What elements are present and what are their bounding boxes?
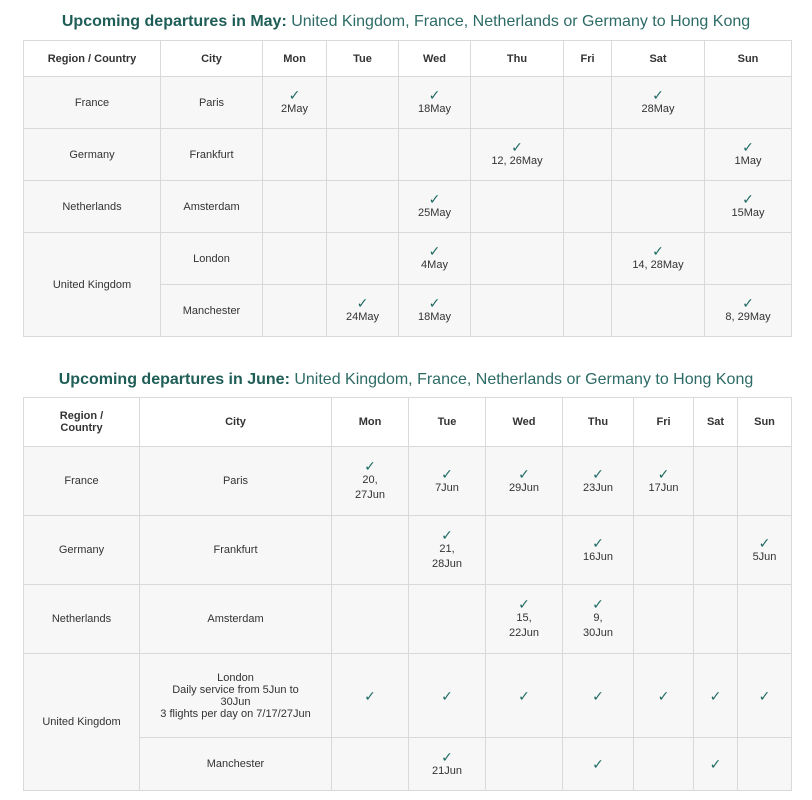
checkmark-icon: ✓	[518, 687, 530, 704]
empty-cell	[471, 181, 564, 233]
city-cell: Manchester	[140, 738, 332, 791]
empty-cell	[564, 233, 612, 285]
checkmark-icon: ✓	[364, 687, 376, 704]
checkmark-icon: ✓	[441, 748, 453, 765]
region-cell: United Kingdom	[24, 233, 161, 337]
header-thu: Thu	[471, 41, 564, 77]
empty-cell	[332, 516, 409, 585]
header-tue: Tue	[409, 398, 486, 447]
departure-cell	[705, 285, 792, 337]
header-row	[24, 398, 792, 447]
empty-cell	[399, 129, 471, 181]
checkmark-icon: ✓	[758, 534, 771, 551]
empty-cell	[263, 285, 327, 337]
empty-cell	[634, 585, 694, 654]
header-city: City	[140, 398, 332, 447]
checkmark-icon: ✓	[441, 527, 453, 543]
empty-cell	[327, 129, 399, 181]
empty-cell	[564, 129, 612, 181]
header-sat: Sat	[612, 41, 705, 77]
departure-cell: ✓ 21, 28Jun	[409, 516, 486, 585]
empty-cell	[738, 738, 792, 791]
header-mon: Mon	[263, 41, 327, 77]
checkmark-icon: ✓	[592, 756, 604, 772]
region-cell: Netherlands	[24, 585, 140, 654]
empty-cell	[263, 129, 327, 181]
departure-cell	[563, 738, 634, 791]
city-cell: Manchester	[161, 285, 263, 337]
empty-cell	[332, 738, 409, 791]
empty-cell	[634, 516, 694, 585]
empty-cell	[263, 181, 327, 233]
departure-cell: ✓ 16Jun	[563, 516, 634, 585]
checkmark-icon: ✓	[592, 687, 604, 704]
checkmark-icon: ✓	[592, 596, 604, 612]
departure-date: 4May	[421, 259, 448, 271]
departure-date: 24May	[345, 311, 380, 323]
header-wed: Wed	[399, 41, 471, 77]
departure-cell: ✓ 7Jun	[409, 447, 486, 516]
departure-cell: ✓ 17Jun	[634, 447, 694, 516]
checkmark-icon: ✓	[652, 87, 664, 103]
empty-cell	[612, 285, 705, 337]
empty-cell	[634, 738, 694, 791]
departure-date: 25May	[417, 207, 452, 219]
empty-cell	[694, 516, 738, 585]
checkmark-icon: ✓	[518, 596, 530, 612]
departure-cell	[563, 654, 634, 738]
departure-cell	[612, 233, 705, 285]
header-city: City	[161, 41, 263, 77]
departure-date: 15May	[731, 207, 765, 219]
city-cell: London Daily service from 5Jun to 30Jun 3 flights per day on 7/17/27Jun	[140, 654, 332, 738]
empty-cell	[738, 447, 792, 516]
departure-date: 18May	[417, 311, 452, 323]
empty-cell	[612, 129, 705, 181]
checkmark-icon: ✓	[428, 243, 441, 259]
departure-date: 1May	[734, 155, 762, 167]
checkmark-icon: ✓	[441, 687, 453, 704]
checkmark-icon: ✓	[511, 139, 523, 155]
region-cell: Germany	[24, 516, 140, 585]
empty-cell	[409, 585, 486, 654]
region-cell: Germany	[24, 129, 161, 181]
table-row	[24, 233, 792, 285]
departure-cell	[705, 181, 792, 233]
empty-cell	[705, 233, 792, 285]
departure-cell	[327, 285, 399, 337]
table-row	[24, 77, 792, 129]
departure-cell	[399, 181, 471, 233]
departure-date: 14, 28May	[632, 259, 684, 271]
header-sat: Sat	[694, 398, 738, 447]
departure-cell	[738, 654, 792, 738]
city-cell: London	[161, 233, 263, 285]
departure-cell: ✓ 5Jun	[738, 516, 792, 585]
checkmark-icon: ✓	[356, 295, 369, 311]
checkmark-icon: ✓	[288, 87, 301, 103]
city-cell: Frankfurt	[161, 129, 263, 181]
table-row	[24, 738, 792, 791]
empty-cell	[694, 585, 738, 654]
may-departures-table	[23, 40, 792, 337]
empty-cell	[332, 585, 409, 654]
header-sun: Sun	[738, 398, 792, 447]
city-cell: Paris	[161, 77, 263, 129]
region-cell: Netherlands	[24, 181, 161, 233]
empty-cell	[327, 181, 399, 233]
departure-cell	[399, 77, 471, 129]
checkmark-icon: ✓	[428, 191, 441, 207]
departure-cell	[409, 654, 486, 738]
departure-cell	[399, 233, 471, 285]
departure-cell	[486, 654, 563, 738]
table-row	[24, 447, 792, 516]
checkmark-icon: ✓	[518, 465, 530, 482]
checkmark-icon: ✓	[742, 191, 754, 207]
header-sun: Sun	[705, 41, 792, 77]
checkmark-icon: ✓	[657, 687, 670, 704]
departure-date: 2May	[281, 103, 308, 115]
departure-date: 18May	[417, 103, 452, 115]
header-tue: Tue	[327, 41, 399, 77]
table-row	[24, 585, 792, 654]
region-cell: France	[24, 447, 140, 516]
header-region: Region / Country	[24, 41, 161, 77]
region-cell: France	[24, 77, 161, 129]
checkmark-icon: ✓	[758, 687, 771, 704]
table-row	[24, 654, 792, 738]
checkmark-icon: ✓	[652, 243, 664, 259]
empty-cell	[694, 447, 738, 516]
city-cell: Frankfurt	[140, 516, 332, 585]
checkmark-icon: ✓	[428, 295, 441, 311]
header-mon: Mon	[332, 398, 409, 447]
city-cell: Amsterdam	[161, 181, 263, 233]
departure-date: 28May	[641, 103, 675, 115]
header-thu: Thu	[563, 398, 634, 447]
departure-cell: ✓ 20, 27Jun	[332, 447, 409, 516]
departure-date: 12, 26May	[491, 155, 543, 167]
header-fri: Fri	[634, 398, 694, 447]
table-row	[24, 181, 792, 233]
city-cell: Amsterdam	[140, 585, 332, 654]
checkmark-icon: ✓	[709, 687, 722, 704]
empty-cell	[564, 181, 612, 233]
june-departures-table	[23, 397, 792, 791]
checkmark-icon: ✓	[742, 295, 754, 311]
departure-cell	[332, 654, 409, 738]
table-row	[24, 129, 792, 181]
empty-cell	[327, 233, 399, 285]
checkmark-icon: ✓	[657, 465, 670, 482]
departure-cell: ✓ 9, 30Jun	[563, 585, 634, 654]
header-region: Region / Country	[24, 398, 140, 447]
table-row	[24, 516, 792, 585]
header-wed: Wed	[486, 398, 563, 447]
departure-cell	[471, 129, 564, 181]
checkmark-icon: ✓	[592, 465, 604, 482]
departure-cell: ✓ 21Jun	[409, 738, 486, 791]
checkmark-icon: ✓	[428, 87, 441, 103]
departure-cell	[612, 77, 705, 129]
checkmark-icon: ✓	[364, 458, 376, 474]
departure-cell: ✓ 15, 22Jun	[486, 585, 563, 654]
region-cell: United Kingdom	[24, 654, 140, 791]
departure-date: 8, 29May	[725, 311, 771, 323]
departure-cell	[694, 738, 738, 791]
june-title: Upcoming departures in June: United Kingdom, France, Netherlands or Germany to Hong Kong	[58, 371, 754, 388]
departure-cell	[634, 654, 694, 738]
empty-cell	[705, 77, 792, 129]
empty-cell	[263, 233, 327, 285]
departure-cell	[694, 654, 738, 738]
may-title: Upcoming departures in May: United Kingdom, France, Netherlands or Germany to Hong Kong	[61, 13, 751, 30]
empty-cell	[327, 77, 399, 129]
checkmark-icon: ✓	[441, 465, 453, 482]
checkmark-icon: ✓	[592, 534, 604, 551]
header-fri: Fri	[564, 41, 612, 77]
empty-cell	[738, 585, 792, 654]
checkmark-icon: ✓	[709, 756, 722, 772]
empty-cell	[471, 285, 564, 337]
empty-cell	[471, 233, 564, 285]
empty-cell	[564, 77, 612, 129]
empty-cell	[471, 77, 564, 129]
empty-cell	[486, 738, 563, 791]
empty-cell	[564, 285, 612, 337]
header-row	[24, 41, 792, 77]
departure-cell	[399, 285, 471, 337]
checkmark-icon: ✓	[742, 139, 754, 155]
departure-cell: ✓ 29Jun	[486, 447, 563, 516]
empty-cell	[612, 181, 705, 233]
departure-cell	[263, 77, 327, 129]
departure-cell: ✓ 23Jun	[563, 447, 634, 516]
empty-cell	[486, 516, 563, 585]
departure-cell	[705, 129, 792, 181]
city-cell: Paris	[140, 447, 332, 516]
